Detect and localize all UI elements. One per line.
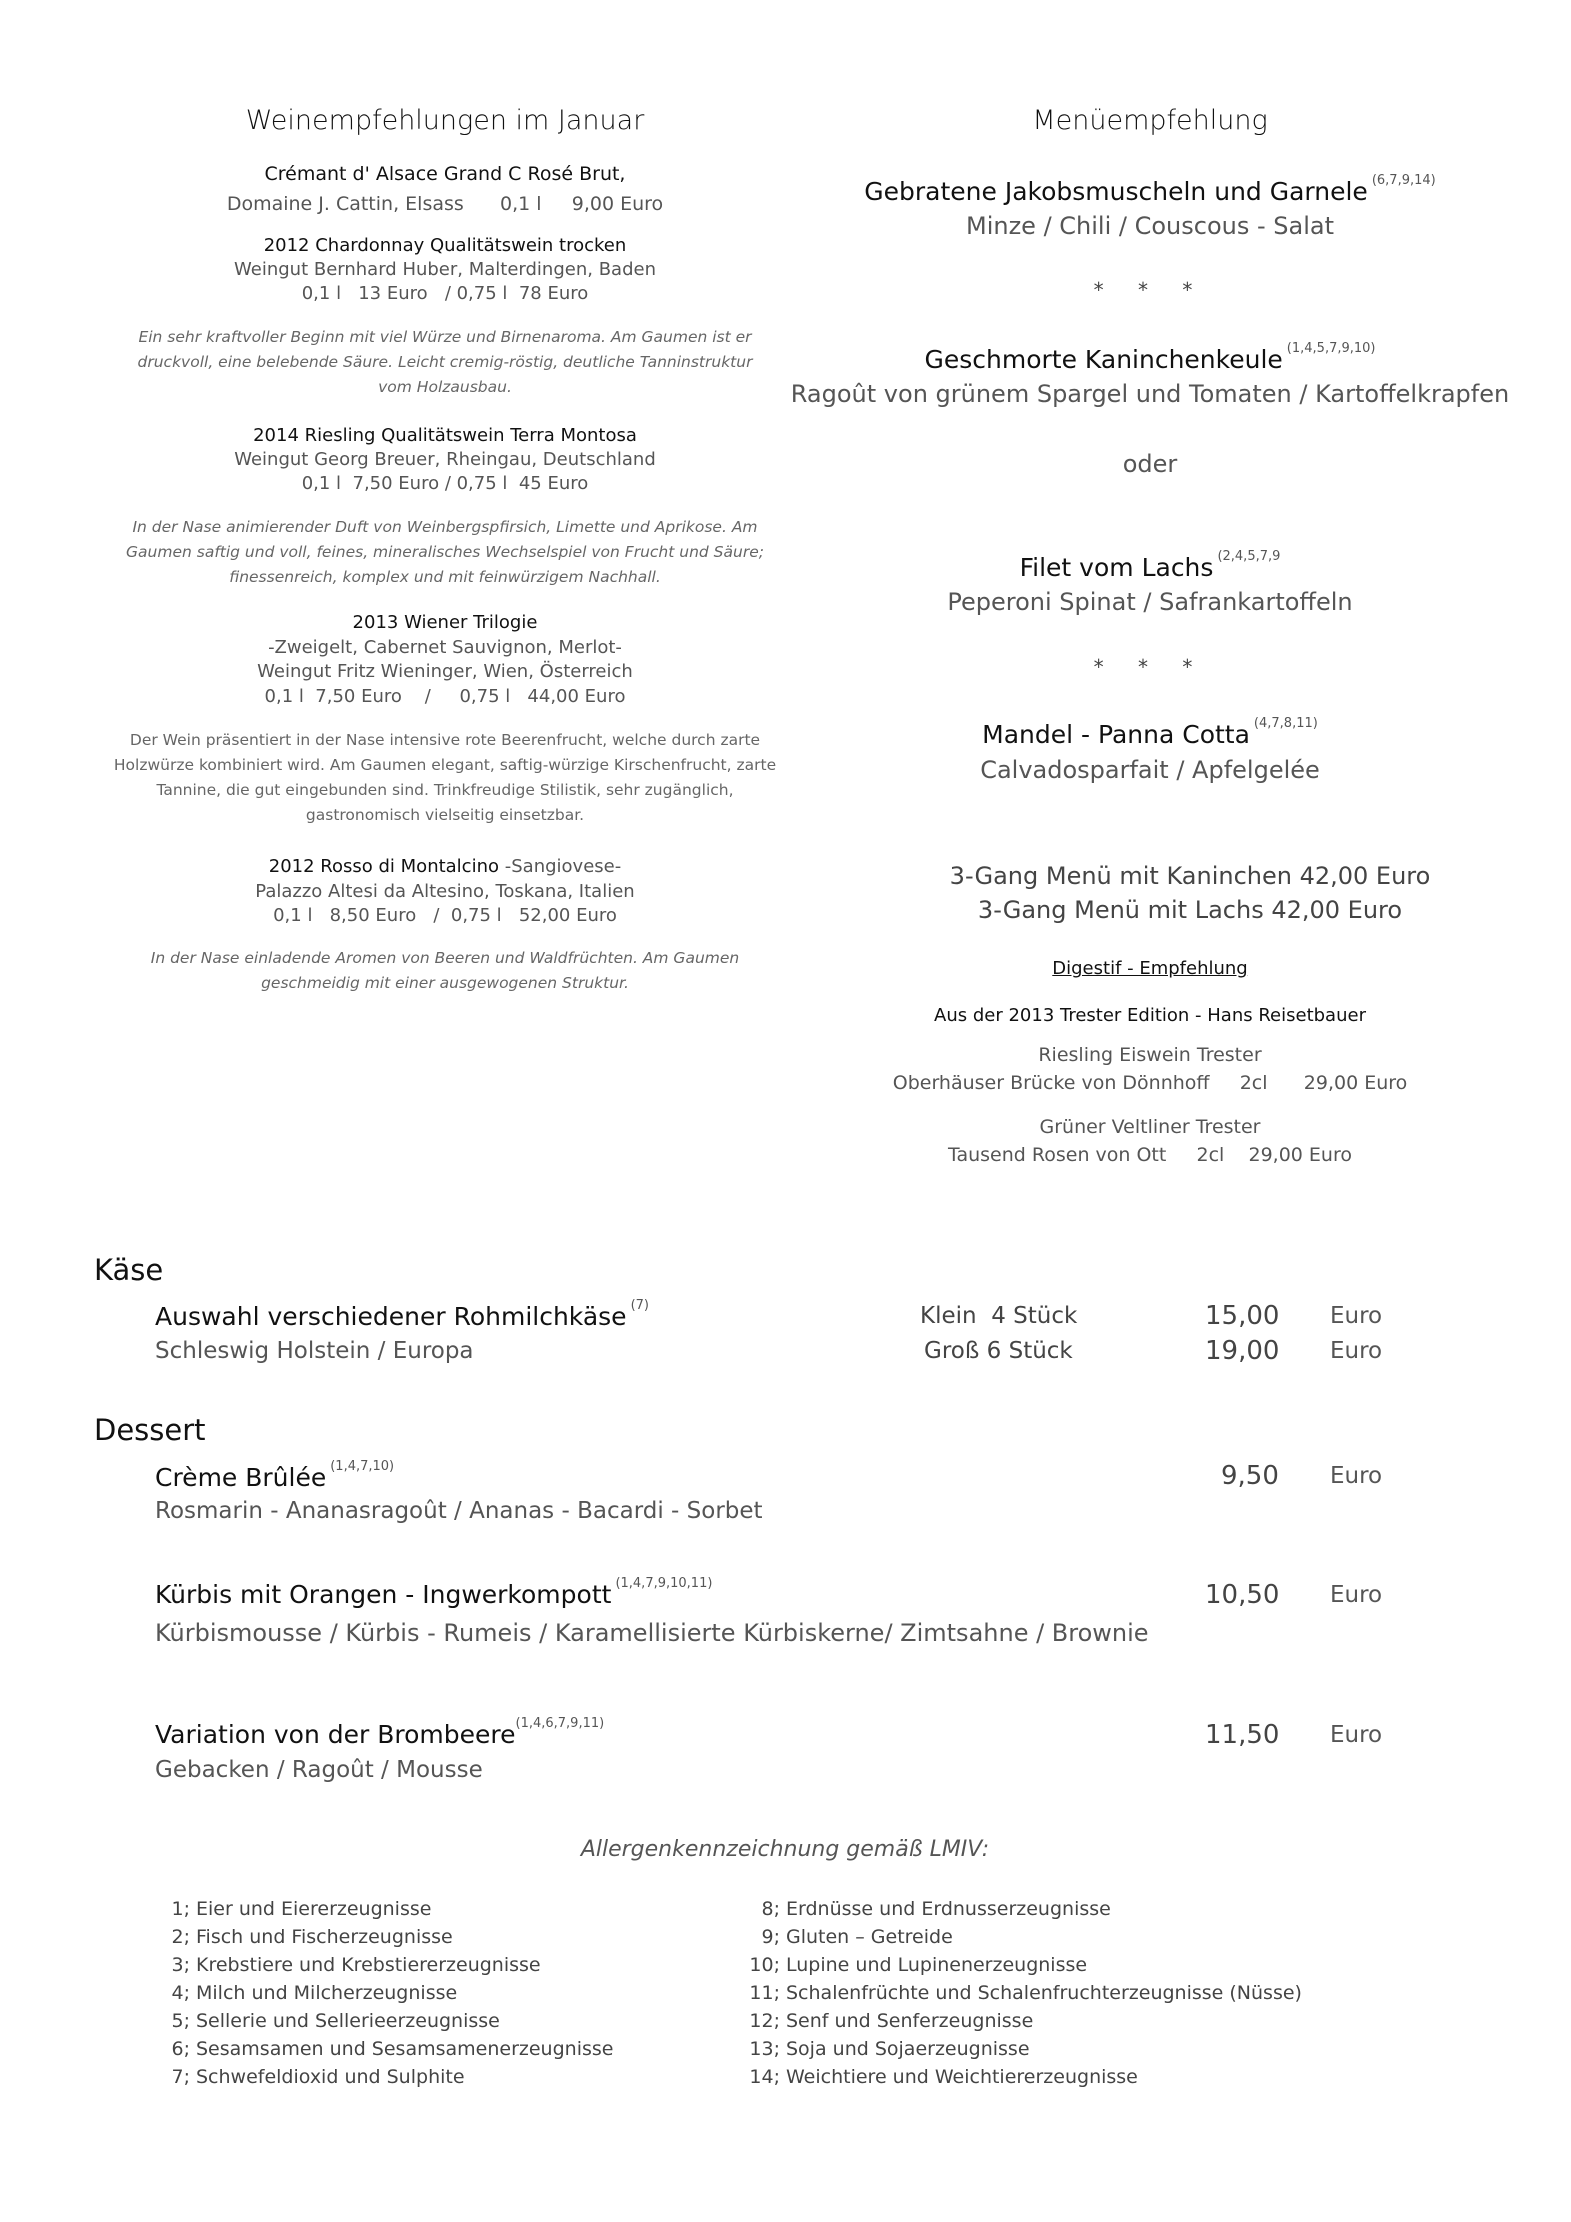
digestif-title: Digestif - Empfehlung — [1052, 958, 1248, 979]
menu-dish-2: Geschmorte Kaninchenkeule $^{(1,4,5,7,9,10)}$ — [924, 341, 1376, 374]
allergen-item: 5; Sellerie und Sellerieerzeugnisse — [171, 2010, 500, 2032]
dessert-item-1-currency: Euro — [1330, 1463, 1383, 1489]
wine-3-name: 2014 Riesling Qualitätswein Terra Montosa — [253, 425, 637, 446]
dessert-heading: Dessert — [94, 1413, 206, 1447]
dessert-item-2: Kürbis mit Orangen - Ingwerkompott $^{(1,4,7,9,10,11)}$ — [155, 1576, 713, 1609]
wine-3-price: 0,1 l 7,50 Euro / 0,75 l 45 Euro — [301, 473, 589, 494]
wine-2-producer: Weingut Bernhard Huber, Malterdingen, Baden — [234, 259, 656, 280]
allergen-item: 10; Lupine und Lupinenerzeugnisse — [749, 1954, 1088, 1976]
allergen-title: Allergenkennzeichnung gemäß LMIV: — [580, 1837, 990, 1862]
menu-separator-2: * * * — [1093, 655, 1207, 679]
dessert-item-2-currency: Euro — [1330, 1582, 1383, 1608]
kaese-currency-2: Euro — [1330, 1338, 1383, 1364]
dessert-item-2-sub: Kürbismousse / Kürbis - Rumeis / Karamellisierte Kürbiskerne/ Zimtsahne / Brownie — [155, 1619, 1149, 1647]
wine-4-name: 2013 Wiener Trilogie — [352, 612, 538, 633]
wine-5-description: In der Nase einladende Aromen von Beeren und Waldfrüchten. Am Gaumen geschmeidig mit einer ausgewogenen Struktur. — [150, 949, 740, 992]
allergen-list-left — [145, 1895, 613, 2091]
kaese-item: Auswahl verschiedener Rohmilchkäse $^{(7)}$ — [155, 1298, 649, 1331]
kaese-price-large: 19,00 — [1205, 1336, 1280, 1366]
wine-1-details: Domaine J. Cattin, Elsass 0,1 l 9,00 Euro — [226, 193, 664, 215]
digestif-1-name: Riesling Eiswein Trester — [1038, 1044, 1262, 1066]
menu-dish-2-sub: Ragoût von grünem Spargel und Tomaten / Kartoffelkrapfen — [790, 380, 1510, 408]
wine-4-price: 0,1 l 7,50 Euro / 0,75 l 44,00 Euro — [264, 686, 626, 707]
wine-3-producer: Weingut Georg Breuer, Rheingau, Deutschland — [234, 449, 656, 470]
wine-2-price: 0,1 l 13 Euro / 0,75 l 78 Euro — [301, 283, 589, 304]
allergen-list-right — [735, 1895, 1302, 2091]
menu-dish-1-sub: Minze / Chili / Couscous - Salat — [965, 212, 1334, 240]
wine-title: Weinempfehlungen im Januar — [245, 105, 645, 136]
wine-2-description: Ein sehr kraftvoller Beginn mit viel Würze und Birnenaroma. Am Gaumen ist er druckvoll, eine belebende Säure. Leicht cremig-röstig, deutliche Tanninstruktur vom Holzausbau. — [137, 328, 753, 396]
menu-price-salmon: 3-Gang Menü mit Lachs 42,00 Euro — [977, 896, 1403, 924]
dessert-item-1-sub: Rosmarin - Ananasragoût / Ananas - Bacardi - Sorbet — [155, 1498, 763, 1524]
wine-3-description: In der Nase animierender Duft von Weinbergspfirsich, Limette und Aprikose. Am Gaumen saftig und voll, feines, mineralisches Wechselspiel von Frucht und Säure; finessenreich, komplex und mit feinwürzigem Nachhall. — [126, 518, 764, 586]
menu-title: Menüempfehlung — [1032, 105, 1268, 136]
allergen-item: 14; Weichtiere und Weichtiererzeugnisse — [749, 2066, 1138, 2088]
dessert-item-3: Variation von der Brombeere$^{(1,4,6,7,9,11)}$ — [155, 1716, 605, 1749]
digestif-2-name: Grüner Veltliner Trester — [1039, 1116, 1261, 1138]
menu-oder: oder — [1122, 450, 1178, 478]
dessert-item-1-price: 9,50 — [1221, 1461, 1279, 1491]
menu-price-rabbit: 3-Gang Menü mit Kaninchen 42,00 Euro — [949, 862, 1431, 890]
kaese-size-small: Klein 4 Stück — [920, 1303, 1078, 1329]
allergen-item: 3; Krebstiere und Krebstiererzeugnisse — [171, 1954, 541, 1976]
menu-dish-3: Filet vom Lachs $^{(2,4,5,7,9}$ — [1019, 549, 1281, 582]
menu-dish-3-sub: Peperoni Spinat / Safrankartoffeln — [947, 588, 1353, 616]
wine-5-price: 0,1 l 8,50 Euro / 0,75 l 52,00 Euro — [273, 905, 617, 926]
allergen-item: 11; Schalenfrüchte und Schalenfruchterzeugnisse (Nüsse) — [749, 1982, 1302, 2004]
dessert-item-2-price: 10,50 — [1205, 1580, 1280, 1610]
kaese-size-large: Groß 6 Stück — [924, 1338, 1073, 1364]
allergen-item: 7; Schwefeldioxid und Sulphite — [171, 2066, 465, 2088]
dessert-item-3-sub: Gebacken / Ragoût / Mousse — [155, 1757, 483, 1783]
menu-dish-4-sub: Calvadosparfait / Apfelgelée — [980, 756, 1320, 784]
allergen-item: 13; Soja und Sojaerzeugnisse — [749, 2038, 1030, 2060]
dessert-item-3-currency: Euro — [1330, 1722, 1383, 1748]
menu-dish-4: Mandel - Panna Cotta $^{(4,7,8,11)}$ — [982, 716, 1318, 749]
kaese-heading: Käse — [94, 1253, 164, 1287]
allergen-item: 12; Senf und Senferzeugnisse — [749, 2010, 1034, 2032]
wine-5-name: 2012 Rosso di Montalcino -Sangiovese- — [268, 856, 622, 877]
wine-4-grapes: -Zweigelt, Cabernet Sauvignon, Merlot- — [268, 637, 622, 658]
wine-4-description: Der Wein präsentiert in der Nase intensive rote Beerenfrucht, welche durch zarte Holzwürze kombiniert wird. Am Gaumen elegant, saftig-würzige Kirschenfrucht, zarte Tannine, die gut eingebunden sind. Trinkfreudige Stilistik, sehr zugänglich, gastronomisch vielseitig einsetzbar. — [113, 731, 777, 824]
menu-separator: * * * — [1093, 278, 1207, 302]
kaese-currency-1: Euro — [1330, 1303, 1383, 1329]
dessert-item-1: Crème Brûlée $^{(1,4,7,10)}$ — [155, 1459, 395, 1492]
digestif-2-details: Tausend Rosen von Ott 2cl 29,00 Euro — [948, 1144, 1352, 1166]
kaese-price-small: 15,00 — [1205, 1301, 1280, 1331]
allergen-item: 6; Sesamsamen und Sesamsamenerzeugnisse — [171, 2038, 614, 2060]
wine-2-name: 2012 Chardonnay Qualitätswein trocken — [263, 235, 627, 256]
allergen-item: 4; Milch und Milcherzeugnisse — [171, 1982, 458, 2004]
kaese-item-sub: Schleswig Holstein / Europa — [155, 1338, 474, 1364]
allergen-item: 8; Erdnüsse und Erdnusserzeugnisse — [761, 1898, 1111, 1920]
wine-4-producer: Weingut Fritz Wieninger, Wien, Österreich — [257, 661, 633, 682]
digestif-subtitle: Aus der 2013 Trester Edition - Hans Reisetbauer — [934, 1005, 1366, 1026]
menu-dish-1: Gebratene Jakobsmuscheln und Garnele $^{(6,7,9,14)}$ — [864, 173, 1436, 206]
wine-5-producer: Palazzo Altesi da Altesino, Toskana, Italien — [255, 881, 635, 902]
wine-1-name: Crémant d' Alsace Grand C Rosé Brut, — [264, 163, 626, 185]
allergen-item: 9; Gluten – Getreide — [761, 1926, 953, 1948]
allergen-item: 2; Fisch und Fischerzeugnisse — [171, 1926, 453, 1948]
allergen-item: 1; Eier und Eiererzeugnisse — [171, 1898, 432, 1920]
dessert-item-3-price: 11,50 — [1205, 1720, 1280, 1750]
digestif-1-details: Oberhäuser Brücke von Dönnhoff 2cl 29,00 Euro — [892, 1072, 1408, 1094]
